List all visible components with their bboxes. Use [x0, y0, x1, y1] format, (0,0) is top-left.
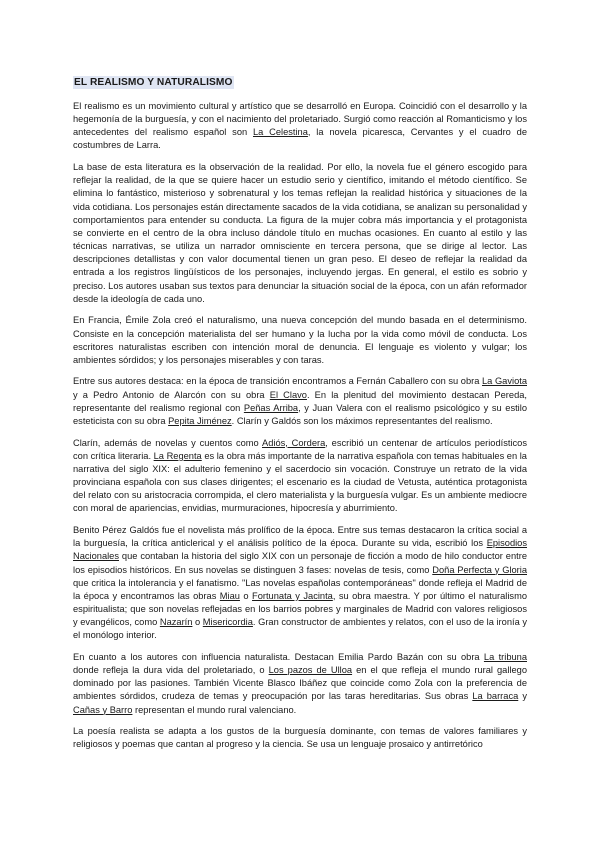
- work-title: La tribuna: [483, 651, 527, 662]
- work-title: Fortunata y Jacinta: [252, 590, 333, 601]
- paragraph-text: Clarín, además de novelas y cuentos como: [73, 437, 263, 448]
- paragraph-text: y a Pedro Antonio de Alarcón con su obra: [73, 389, 270, 400]
- paragraph-text: o: [239, 590, 253, 601]
- work-title: La Gaviota: [482, 376, 527, 387]
- paragraph: [73, 314, 527, 367]
- paragraph-text: es la obra más importante de la narrativa española con temas habituales en la narrativa del siglo XIX: el adulterio femenino y el sacerdocio sin vocación. Construye un retrato de la vida provinciana española con sus clases dirigentes; el escenario es la ciudad de Vetusta, auténtica protagonista del relato con su aristocracia corrompida, el clero materialista y la burguesía vulgar. Es un ambiente mediocre con moral de apariencias, envidias, murmuraciones, hipocresía y aburrimiento.: [73, 450, 527, 514]
- paragraph: [73, 524, 527, 642]
- work-title: Nazarín: [159, 617, 193, 628]
- paragraph-text: En Francia, Émile Zola creó el naturalismo, una nueva concepción del mundo basada en el determinismo. Consiste en la concepción materialista del ser humano y la lucha por la vida como móvil de conducta. Los escritores naturalistas escriben con intención moral de denuncia. El lenguaje es violento y vulgar; los ambientes sórdidos; y los personajes miserables y con taras.: [73, 315, 527, 365]
- paragraph-text: , y Juan Valera con el realismo psicológico y su estilo esteticista con su obra: [73, 402, 527, 426]
- work-title: Cañas y Barro: [73, 704, 133, 715]
- paragraph-text: que contaban la historia del siglo XIX con un personaje de ficción a modo de hilo conductor entre los episodios históricos. En sus novelas se distinguen 3 fases: novelas de tesis, como: [73, 551, 527, 575]
- paragraph-text: Benito Pérez Galdós fue el novelista más prolífico de la época. Entre sus temas destacaron la crítica social a la burguesía, la crítica anticlerical y el análisis político de la época. Durante su vida, escribió los: [73, 525, 527, 549]
- paragraph-text: , escribió un centenar de artículos periodísticos con crítica literaria.: [73, 437, 527, 461]
- work-title: La Regenta: [153, 450, 202, 461]
- paragraph: [73, 725, 527, 751]
- paragraph-text: , su obra maestra. Y por último el naturalismo espiritualista; que son novelas reflejadas en los barrios pobres y marginales de Madrid con valores religiosos y evangélicos, como: [73, 590, 527, 628]
- work-title: Miau: [219, 590, 240, 601]
- paragraph: [73, 651, 527, 717]
- paragraph-text: representan el mundo rural valenciano.: [132, 704, 297, 715]
- paragraph-text: . Gran constructor de ambientes y relatos, con el uso de la ironía y el monólogo interior.: [73, 617, 527, 641]
- paragraph-text: Entre sus autores destaca: en la época de transición encontramos a Fernán Caballero con su obra: [73, 376, 483, 387]
- work-title: La Celestina: [252, 127, 308, 138]
- work-title: Adiós, Cordera: [262, 437, 326, 448]
- paragraph: [73, 437, 527, 516]
- work-title: Pepita Jiménez: [168, 415, 232, 426]
- paragraph-text: . En la plenitud del movimiento destacan Pereda, representante del realismo regional con: [73, 389, 527, 413]
- paragraph: [73, 100, 527, 153]
- paragraph-text: El realismo es un movimiento cultural y artístico que se desarrolló en Europa. Coincidió con el desarrollo y la hegemonía de la burguesía, y con el nacimiento del proletariado. Surgió como reacción al Romanticismo y los antecedentes del realismo español son: [73, 101, 527, 138]
- paragraph-text: . Clarín y Galdós son los máximos representantes del realismo.: [231, 415, 493, 426]
- work-title: Doña Perfecta y Gloria: [432, 564, 527, 575]
- paragraph-text: que critica la intolerancia y el fanatismo. "Las novelas españolas contemporáneas" donde refleja el Madrid de la época y encontramos las obras: [73, 577, 527, 601]
- paragraph-text: La base de esta literatura es la observación de la realidad. Por ello, la novela fue el género escogido para reflejar la realidad, de la que se quiere hacer un estudio serio y científico, imitando el método científico. Se elimina lo fantástico, misterioso y sobrenatural y los temas reflejan la realidad histórica y situaciones de la vida cotidiana. Los personajes están directamente sacados de la vida cotidiana, se analizan su personalidad y comportamientos para entender su conducta. La figura de la mujer cobra más importancia y el protagonista se convierte en el centro de la obra incluso dándole título en muchas ocasiones. En cuanto al estilo y las técnicas narrativas, se utiliza un narrador omnisciente en tercera persona, que se dirige al lector. Las descripciones detallistas y con valor documental tienen un gran peso. El deseo de reflejar la realidad da entrada a los registros lingüísticos de los personajes, incluyendo jergas. En general, el estilo es sobrio y preciso. Los autores usaban sus textos para denunciar la situación social de la época, con un afán reformador desde la ideología de cada uno.: [73, 162, 527, 304]
- document-title: EL REALISMO Y NATURALISMO: [74, 77, 233, 88]
- paragraph-text: y: [518, 691, 527, 702]
- paragraph-text: En cuanto a los autores con influencia naturalista. Destacan Emilia Pardo Bazán con su obra: [73, 651, 484, 662]
- paragraph-text: en el que refleja el mundo rural gallego dominado por las pasiones. También Vicente Blasco Ibáñez que coincide como Zola con la preferencia de ambientes sórdidos, crudeza de temas y preocupación por las taras hereditarias. Sus obras: [73, 665, 527, 702]
- paragraph: [73, 161, 527, 306]
- work-title: Los pazos de Ulloa: [268, 665, 353, 676]
- work-title: Misericordia: [202, 617, 253, 628]
- paragraph-text: La poesía realista se adapta a los gustos de la burguesía dominante, con temas de valores familiares y religiosos y poemas que cantan al progreso y la ciencia. Se usa un lenguaje prosaico y antirretórico: [73, 726, 527, 750]
- paragraph-text: , la novela picaresca, Cervantes y el cuadro de costumbres de Larra.: [73, 127, 528, 151]
- work-title: Peñas Arriba: [243, 402, 299, 413]
- work-title: Episodios Nacionales: [73, 538, 527, 562]
- paragraph-text: donde refleja la dura vida del proletariado, o: [73, 665, 269, 676]
- paragraph-text: o: [192, 617, 203, 628]
- work-title: El Clavo: [269, 389, 307, 400]
- work-title: La barraca: [472, 691, 519, 702]
- paragraph: [73, 375, 527, 428]
- document-body: [73, 100, 527, 752]
